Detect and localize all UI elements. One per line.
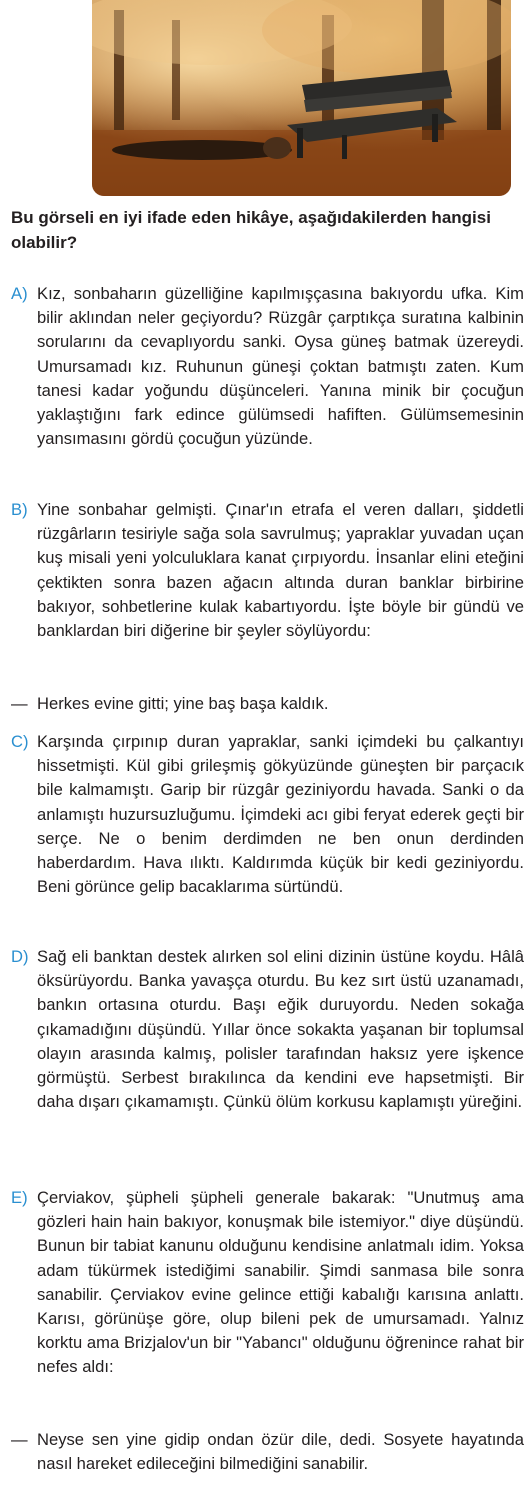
option-a-letter: A) xyxy=(11,284,28,303)
autumn-park-bench-photo xyxy=(92,0,511,196)
option-b-text: Yine sonbahar gelmişti. Çınar'ın etrafa el veren dalları, şiddetli rüzgârların tesiriyle sağa sola savrulmuş; yapraklar yuvadan uçan kuş misali yeni yolculuklara kanat çırpıyordu. İnsanlar elini eteğini çektikten sonra bazen ağacın altında duran banklar birbirine bakıyor, sohbetlerine kulak kabartıyordu. İşte böyle bir gündü ve banklardan biri diğerine bir şeyler söylüyordu: xyxy=(37,500,524,641)
dash-mark: — xyxy=(11,694,28,713)
question-text: Bu görseli en iyi ifade eden hikâye, aşağıdakilerden hangisi olabilir? xyxy=(11,208,491,252)
option-e[interactable] xyxy=(11,1186,524,1380)
option-b[interactable] xyxy=(11,498,524,643)
option-c-letter: C) xyxy=(11,732,29,751)
option-b-dialogue xyxy=(11,692,524,716)
option-a[interactable] xyxy=(11,282,524,451)
option-a-text: Kız, sonbaharın güzelliğine kapılmışçasına bakıyordu ufka. Kim bilir aklından neler geçiyordu? Rüzgâr çarptıkça suratına kalbinin sorularını da cevaplıyordu sanki. Oysa güneş batmak üzereydi. Umursamadı kız. Ruhunun güneşi çoktan batmıştı zaten. Kum tanesi kadar yoğundu düşünceleri. Yanına minik bir çocuğun yaklaştığını fark edince gülümsedi hafiften. Gülümsemesinin yansımasını gördü çocuğun yüzünde. xyxy=(37,284,524,449)
option-e-dialogue xyxy=(11,1428,524,1476)
option-d-letter: D) xyxy=(11,947,29,966)
option-d-text: Sağ eli banktan destek alırken sol elini dizinin üstüne koydu. Hâlâ öksürüyordu. Banka yavaşça oturdu. Bu kez sırt üstü uzanamadı, bankın ortasına oturdu. Başı eğik duruyordu. Neden sokağa çıkamadığını düşündü. Yıllar önce sokakta yaşanan bir toplumsal olayın arasında kalmış, polisler tarafından haksız yere işkence görmüştü. Serbest bırakılınca da kendini eve hapsetmişti. Bir daha dışarı çıkamamıştı. Çünkü ölüm korkusu kaplamıştı yüreğini. xyxy=(37,947,524,1112)
option-e-text: Çerviakov, şüpheli şüpheli generale bakarak: "Unutmuş ama gözleri hain hain bakıyor, konuşmak bile istemiyor." diye düşündü. Bunun bir tabiat kanunu olduğunu kendisine anlatmalı idim. Yoksa adam tükürmek istediğimi sanabilir. Şimdi sanmasa bile sonra sanabilir. Çerviakov evine gelince ettiği kabalığı karısına anlattı. Karısı, görünüşe göre, olup bileni pek de umursamadı. Yalnız korktu ama Brizjalov'un bir "Yabancı" olduğunu öğrenince rahat bir nefes aldı: xyxy=(37,1188,524,1377)
option-e-letter: E) xyxy=(11,1188,28,1207)
option-e-dialogue-text: Neyse sen yine gidip ondan özür dile, dedi. Sosyete hayatında nasıl hareket edileceğini bilmediğini sanabilir. xyxy=(37,1430,524,1474)
option-b-letter: B) xyxy=(11,500,28,519)
bench-illustration xyxy=(92,0,511,196)
option-c-text: Karşında çırpınıp duran yapraklar, sanki içimdeki bu çalkantıyı hissetmişti. Kül gibi grileşmiş gökyüzünde güneşten bir parçacık bile kalmamıştı. Garip bir rüzgâr geziniyordu havada. Sanki o da anlamıştı huzursuzluğumu. İçimdeki acı gibi feryat ederek geçti bir serçe. Ne o benim derdimden ne ben onun derdinden haberdardım. Hava ılıktı. Kaldırımda küçük bir kedi geziniyordu. Beni görünce gelip bacaklarıma sürtündü. xyxy=(37,732,524,897)
dash-mark: — xyxy=(11,1430,28,1449)
option-d[interactable] xyxy=(11,945,524,1114)
option-c[interactable] xyxy=(11,730,524,899)
option-b-dialogue-text: Herkes evine gitti; yine baş başa kaldık. xyxy=(37,694,329,713)
